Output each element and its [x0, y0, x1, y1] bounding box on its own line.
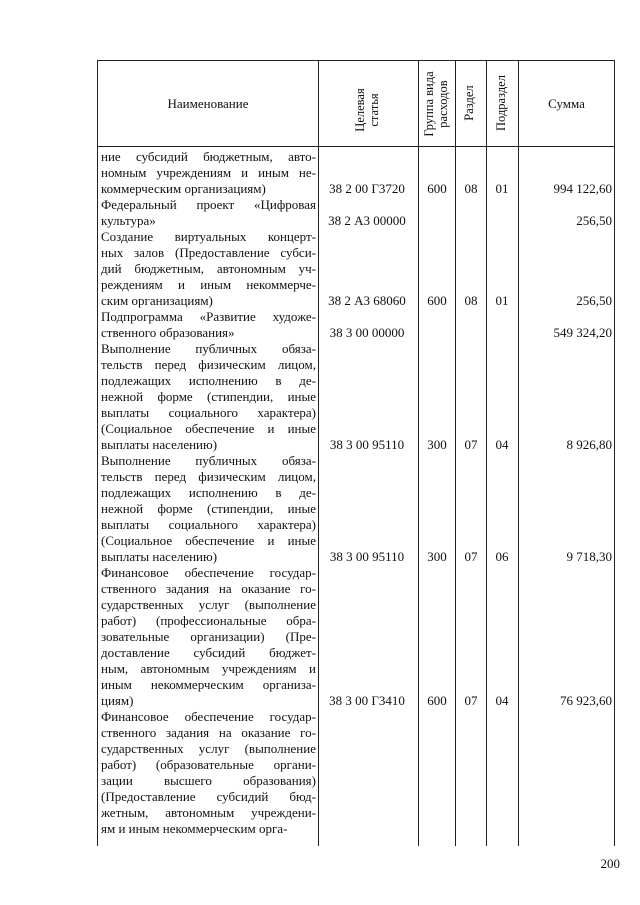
row-name-line: выплаты социального характера) [101, 517, 316, 532]
row-section: 07 [464, 693, 478, 708]
row-target-article: 38 3 00 Г3410 [329, 693, 405, 708]
header-section: Раздел [462, 85, 476, 121]
row-section: 08 [464, 181, 478, 196]
row-name-line: циям) [101, 693, 134, 708]
row-subsection: 04 [495, 437, 509, 452]
row-name [101, 309, 316, 341]
row-name [101, 453, 316, 565]
row-subsection: 06 [495, 549, 509, 564]
row-name-line: номным учреждениям и иным не- [101, 165, 316, 180]
row-name-line: тельств перед физическим лицом, [101, 469, 316, 484]
row-name-line: сударственных услуг (выполнение [101, 597, 316, 612]
row-name-line: (Предоставление субсидий бюд- [101, 789, 316, 804]
row-name-line: иным некоммерческим организа- [101, 677, 316, 692]
row-amount: 256,50 [576, 213, 612, 228]
row-amount: 76 923,60 [560, 693, 612, 708]
row-name [101, 709, 316, 837]
table-left-border [97, 60, 98, 846]
table-right-border [614, 60, 615, 846]
row-name-line: ским организациям) [101, 293, 213, 308]
row-target-article: 38 3 00 95110 [329, 437, 405, 452]
row-name [101, 149, 316, 197]
row-name-line: (Социальное обеспечение и иные [101, 421, 316, 436]
row-target-article: 38 2 А3 68060 [328, 293, 406, 308]
row-section: 08 [464, 293, 478, 308]
row-subsection: 01 [495, 293, 509, 308]
row-name [101, 565, 316, 709]
row-name-line: ных залов (Предоставление субси- [101, 245, 316, 260]
row-name-line: Подпрограмма «Развитие художе- [101, 309, 316, 324]
row-name-line: нежной форме (стипендии, иные [101, 501, 316, 516]
row-name-line: ным, автономным учреждениям и [101, 661, 316, 676]
row-target-article: 38 3 00 95110 [329, 549, 405, 564]
row-name-line: ям и иным некоммерческим орга- [101, 821, 288, 836]
column-divider-3 [455, 60, 456, 846]
row-name-line: культура» [101, 213, 156, 228]
row-name-line: ние субсидий бюджетным, авто- [101, 149, 316, 164]
row-name-line: нежной форме (стипендии, иные [101, 389, 316, 404]
row-amount: 994 122,60 [553, 181, 612, 196]
row-expense-group: 600 [427, 181, 447, 196]
row-name-line: жетным, автономным учреждени- [101, 805, 316, 820]
row-name [101, 197, 316, 229]
row-name-line: тельств перед физическим лицом, [101, 357, 316, 372]
row-name-line: Финансовое обеспечение государ- [101, 565, 316, 580]
column-divider-1 [318, 60, 319, 846]
row-name-line: сударственных услуг (выполнение [101, 741, 316, 756]
row-amount: 256,50 [576, 293, 612, 308]
row-name-line: зации высшего образования) [101, 773, 316, 788]
row-name-line: подлежащих исполнению в де- [101, 373, 316, 388]
row-name-line: работ) (профессиональные обра- [101, 613, 316, 628]
row-name-line: Выполнение публичных обяза- [101, 453, 316, 468]
row-name-line: реждениям и иным некоммерче- [101, 277, 316, 292]
header-subsection: Подраздел [494, 75, 508, 131]
row-section: 07 [464, 437, 478, 452]
column-divider-5 [518, 60, 519, 846]
row-amount: 8 926,80 [566, 437, 612, 452]
header-expense-group: Группа вида расходов [422, 71, 450, 137]
row-name-line: ственного задания на оказание го- [101, 581, 316, 596]
row-name-line: дий бюджетным, автономным уч- [101, 261, 316, 276]
row-name-line: (Социальное обеспечение и иные [101, 533, 316, 548]
page-number: 200 [600, 856, 620, 871]
row-subsection: 04 [495, 693, 509, 708]
row-name-line: выплаты социального характера) [101, 405, 316, 420]
row-expense-group: 600 [427, 693, 447, 708]
header-amount: Сумма [548, 96, 585, 111]
header-name: Наименование [167, 96, 249, 111]
row-expense-group: 600 [427, 293, 447, 308]
row-name-line: выплаты населению) [101, 437, 218, 452]
row-name-line: Выполнение публичных обяза- [101, 341, 316, 356]
row-name-line: зовательные организации) (Пре- [101, 629, 316, 644]
row-expense-group: 300 [427, 549, 447, 564]
row-name-line: Финансовое обеспечение государ- [101, 709, 316, 724]
row-target-article: 38 3 00 00000 [329, 325, 405, 340]
row-section: 07 [464, 549, 478, 564]
row-name-line: выплаты населению) [101, 549, 218, 564]
row-name-line: подлежащих исполнению в де- [101, 485, 316, 500]
row-name-line: Федеральный проект «Цифровая [101, 197, 316, 212]
row-name-line: работ) (образовательные органи- [101, 757, 316, 772]
column-divider-2 [418, 60, 419, 846]
column-divider-4 [486, 60, 487, 846]
row-name-line: Создание виртуальных концерт- [101, 229, 316, 244]
row-target-article: 38 2 А3 00000 [328, 213, 406, 228]
row-name-line: коммерческим организациям) [101, 181, 266, 196]
row-subsection: 01 [495, 181, 509, 196]
row-expense-group: 300 [427, 437, 447, 452]
row-target-article: 38 2 00 Г3720 [329, 181, 405, 196]
row-name-line: ственного образования» [101, 325, 235, 340]
row-name [101, 229, 316, 309]
row-name-line: ственного задания на оказание го- [101, 725, 316, 740]
header-target-article: Целевая статья [353, 88, 381, 132]
row-name [101, 341, 316, 453]
row-amount: 9 718,30 [566, 549, 612, 564]
row-amount: 549 324,20 [553, 325, 612, 340]
row-name-line: доставление субсидий бюджет- [101, 645, 316, 660]
